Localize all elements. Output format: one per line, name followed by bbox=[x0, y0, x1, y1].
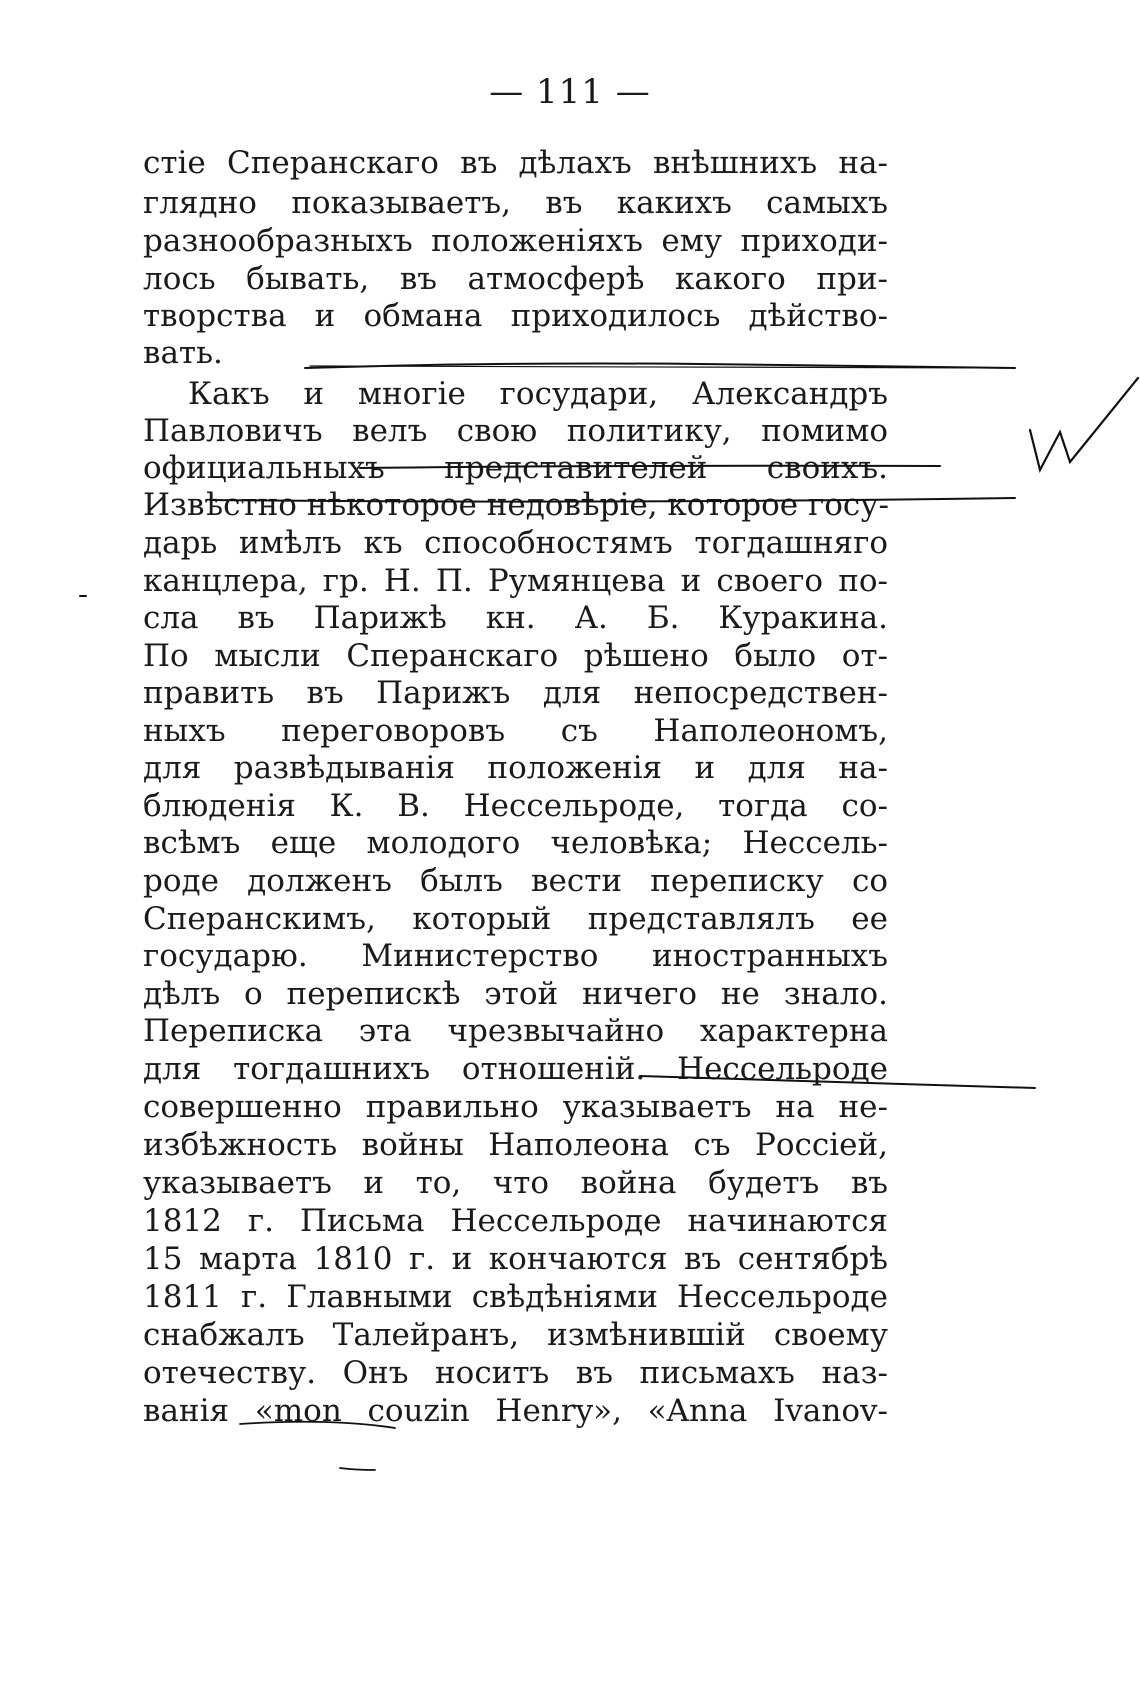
text-line: глядно показываетъ, въ какихъ самыхъ bbox=[143, 185, 888, 221]
text-line: всѣмъ еще молодого человѣка; Нессель- bbox=[143, 825, 888, 861]
text-line: сла въ Парижѣ кн. А. Б. Куракина. bbox=[143, 600, 888, 636]
text-line: 15 марта 1810 г. и кончаются въ сентябрѣ bbox=[143, 1241, 888, 1277]
text-line: Павловичъ велъ свою политику, помимо bbox=[143, 413, 888, 449]
text-line: ныхъ переговоровъ съ Наполеономъ, bbox=[143, 713, 888, 749]
text-line: государю. Министерство иностранныхъ bbox=[143, 938, 888, 974]
text-line: править въ Парижъ для непосредствен- bbox=[143, 675, 888, 711]
text-line: указываетъ и то, что война будетъ въ bbox=[143, 1165, 888, 1201]
text-line: блюденія К. В. Нессельроде, тогда со- bbox=[143, 788, 888, 824]
text-line: дарь имѣлъ къ способностямъ тогдашняго bbox=[143, 525, 888, 561]
text-line: 1811 г. Главными свѣдѣніями Нессельроде bbox=[143, 1279, 888, 1315]
text-line: ванія «mon couzin Henry», «Anna Ivanov- bbox=[143, 1393, 888, 1429]
text-line: лось бывать, въ атмосферѣ какого при- bbox=[143, 261, 888, 297]
text-line: стіе Сперанскаго въ дѣлахъ внѣшнихъ на- bbox=[143, 145, 888, 181]
text-line: избѣжность войны Наполеона съ Россіей, bbox=[143, 1127, 888, 1163]
text-line: разнообразныхъ положеніяхъ ему приходи- bbox=[143, 223, 888, 259]
check-mark bbox=[1030, 378, 1138, 470]
page-number: — 111 — bbox=[489, 72, 651, 112]
text-line: снабжалъ Талейранъ, измѣнившій своему bbox=[143, 1317, 888, 1353]
text-line: творства и обмана приходилось дѣйство- bbox=[143, 298, 888, 334]
text-line: официальныхъ представителей своихъ. bbox=[143, 450, 888, 486]
text-line: канцлера, гр. Н. П. Румянцева и своего по- bbox=[143, 563, 888, 599]
text-line: Какъ и многіе государи, Александръ bbox=[188, 376, 888, 412]
text-line: Извѣстно нѣкоторое недовѣріе, которое госу- bbox=[143, 487, 889, 523]
text-line: дѣлъ о перепискѣ этой ничего не знало. bbox=[143, 976, 888, 1012]
text-line: Сперанскимъ, который представлялъ ее bbox=[143, 901, 888, 937]
text-line: совершенно правильно указываетъ на не- bbox=[143, 1089, 888, 1125]
text-line: вать. bbox=[143, 335, 223, 371]
text-line: Переписка эта чрезвычайно характерна bbox=[143, 1013, 888, 1049]
text-line: отечеству. Онъ носитъ въ письмахъ наз- bbox=[143, 1355, 888, 1391]
text-line: роде долженъ былъ вести переписку со bbox=[143, 863, 888, 899]
text-line: для развѣдыванія положенія и для на- bbox=[143, 750, 888, 786]
underline-mark bbox=[340, 1468, 375, 1470]
text-line: 1812 г. Письма Нессельроде начинаются bbox=[143, 1203, 888, 1239]
text-line: По мысли Сперанскаго рѣшено было от- bbox=[143, 638, 888, 674]
text-line: для тогдашнихъ отношеній. Нессельроде bbox=[143, 1051, 888, 1087]
